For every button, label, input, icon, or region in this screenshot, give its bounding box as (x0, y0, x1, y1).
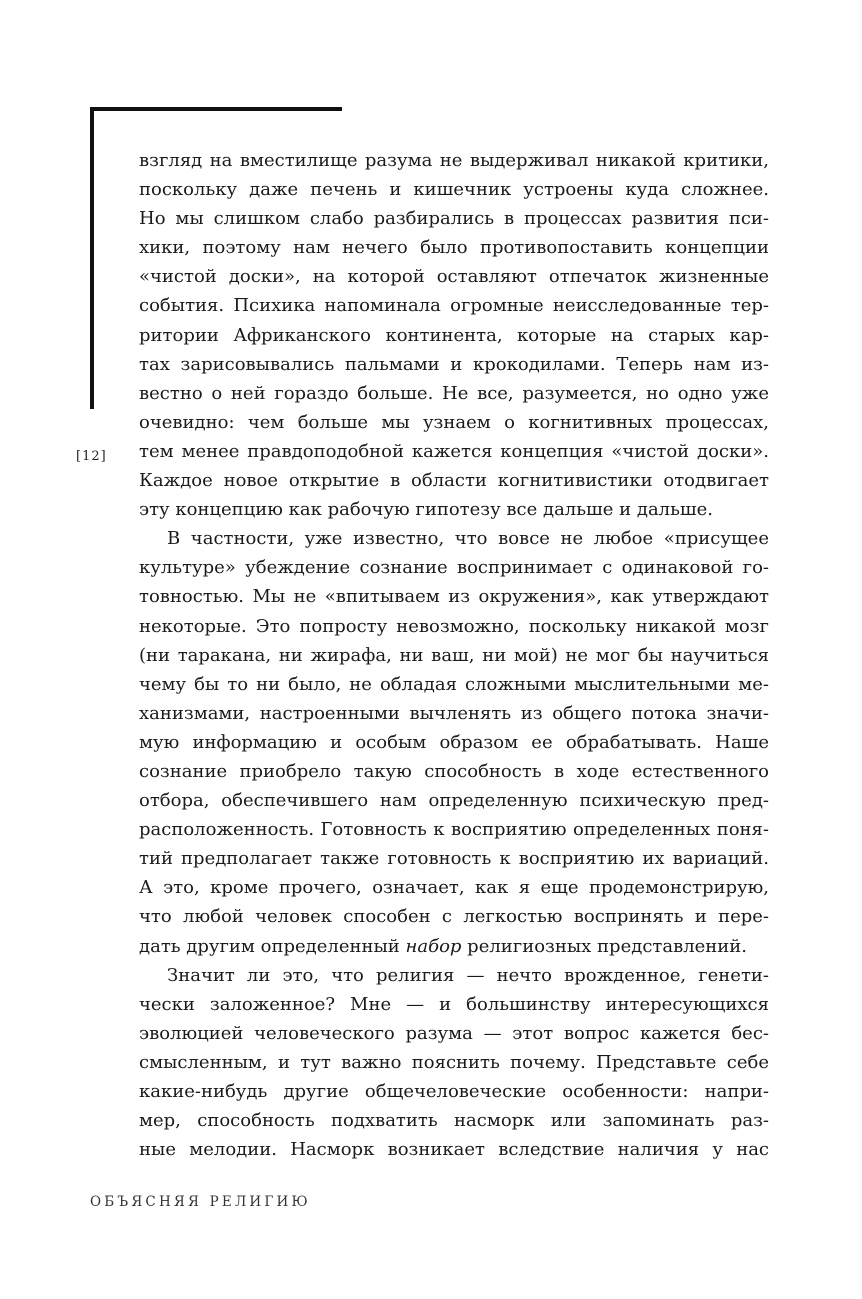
text-line: чески заложенное? Мне — и большинству интересующихся (139, 993, 769, 1015)
text-line: смысленным, и тут важно пояснить почему. Представьте себе (139, 1051, 769, 1073)
body-text (139, 146, 769, 1164)
text-line: тий предполагает также готовность к восприятию их вариаций. (139, 848, 769, 870)
text-line: расположенность. Готовность к восприятию определенных поня- (139, 819, 769, 841)
corner-bracket-top (90, 107, 342, 111)
text-line: дать другим определенный набор религиозных представлений. (139, 935, 748, 957)
text-line: тем менее правдоподобной кажется концепция «чистой доски». (139, 440, 769, 462)
running-footer: ОБЪЯСНЯЯ РЕЛИГИЮ (90, 1194, 311, 1210)
text-line: поскольку даже печень и кишечник устроены куда сложнее. (139, 179, 769, 201)
text-line: Но мы слишком слабо разбирались в процессах развития пси- (139, 208, 769, 230)
text-line: сознание приобрело такую способность в ходе естественного (139, 760, 769, 782)
corner-bracket-left (90, 107, 94, 409)
text-line: ханизмами, настроенными вычленять из общего потока значи- (139, 702, 769, 724)
text-line: ные мелодии. Насморк возникает вследствие наличия у нас (139, 1139, 769, 1161)
text-line: очевидно: чем больше мы узнаем о когнитивных процессах, (139, 411, 769, 433)
text-line: эту концепцию как рабочую гипотезу все дальше и дальше. (139, 499, 714, 521)
text-line: события. Психика напоминала огромные неисследованные тер- (139, 295, 769, 317)
text-line: взгляд на вместилище разума не выдерживал никакой критики, (139, 150, 769, 171)
text-line: товностью. Мы не «впитываем из окружения», как утверждают (139, 586, 769, 608)
text-line: «чистой доски», на которой оставляют отпечаток жизненные (139, 266, 769, 288)
text-line: (ни таракана, ни жирафа, ни ваш, ни мой) не мог бы научиться (139, 644, 769, 666)
text-line: ритории Африканского континента, которые на старых кар- (139, 324, 769, 346)
emphasis: набор (405, 935, 462, 957)
text-line: культуре» убеждение сознание воспринимает с одинаковой го- (139, 557, 769, 579)
text-line: чему бы то ни было, не обладая сложными мыслительными ме- (139, 673, 769, 695)
text-line: тах зарисовывались пальмами и крокодилами. Теперь нам из- (139, 353, 769, 375)
text-line: мер, способность подхватить насморк или запоминать раз- (139, 1110, 769, 1132)
text-line: Каждое новое открытие в области когнитивистики отодвигает (139, 470, 769, 492)
text-line: Значит ли это, что религия — нечто врожденное, генети- (167, 964, 769, 986)
text-line: мую информацию и особым образом ее обрабатывать. Наше (139, 731, 769, 753)
text-line: отбора, обеспечившего нам определенную психическую пред- (139, 790, 769, 812)
text-line: А это, кроме прочего, означает, как я еще продемонстрирую, (139, 877, 769, 899)
page-number: [12] (76, 449, 107, 464)
text-line: эволюцией человеческого разума — этот вопрос кажется бес- (139, 1022, 769, 1044)
text-line: что любой человек способен с легкостью воспринять и пере- (139, 906, 769, 928)
text-line: какие-нибудь другие общечеловеческие особенности: напри- (139, 1081, 769, 1102)
text-line: некоторые. Это попросту невозможно, поскольку никакой мозг (139, 615, 769, 637)
text-line: хики, поэтому нам нечего было противопоставить концепции (139, 237, 769, 259)
text-line: В частности, уже известно, что вовсе не любое «присущее (167, 528, 769, 550)
text-line: вестно о ней гораздо больше. Не все, разумеется, но одно уже (139, 382, 769, 404)
